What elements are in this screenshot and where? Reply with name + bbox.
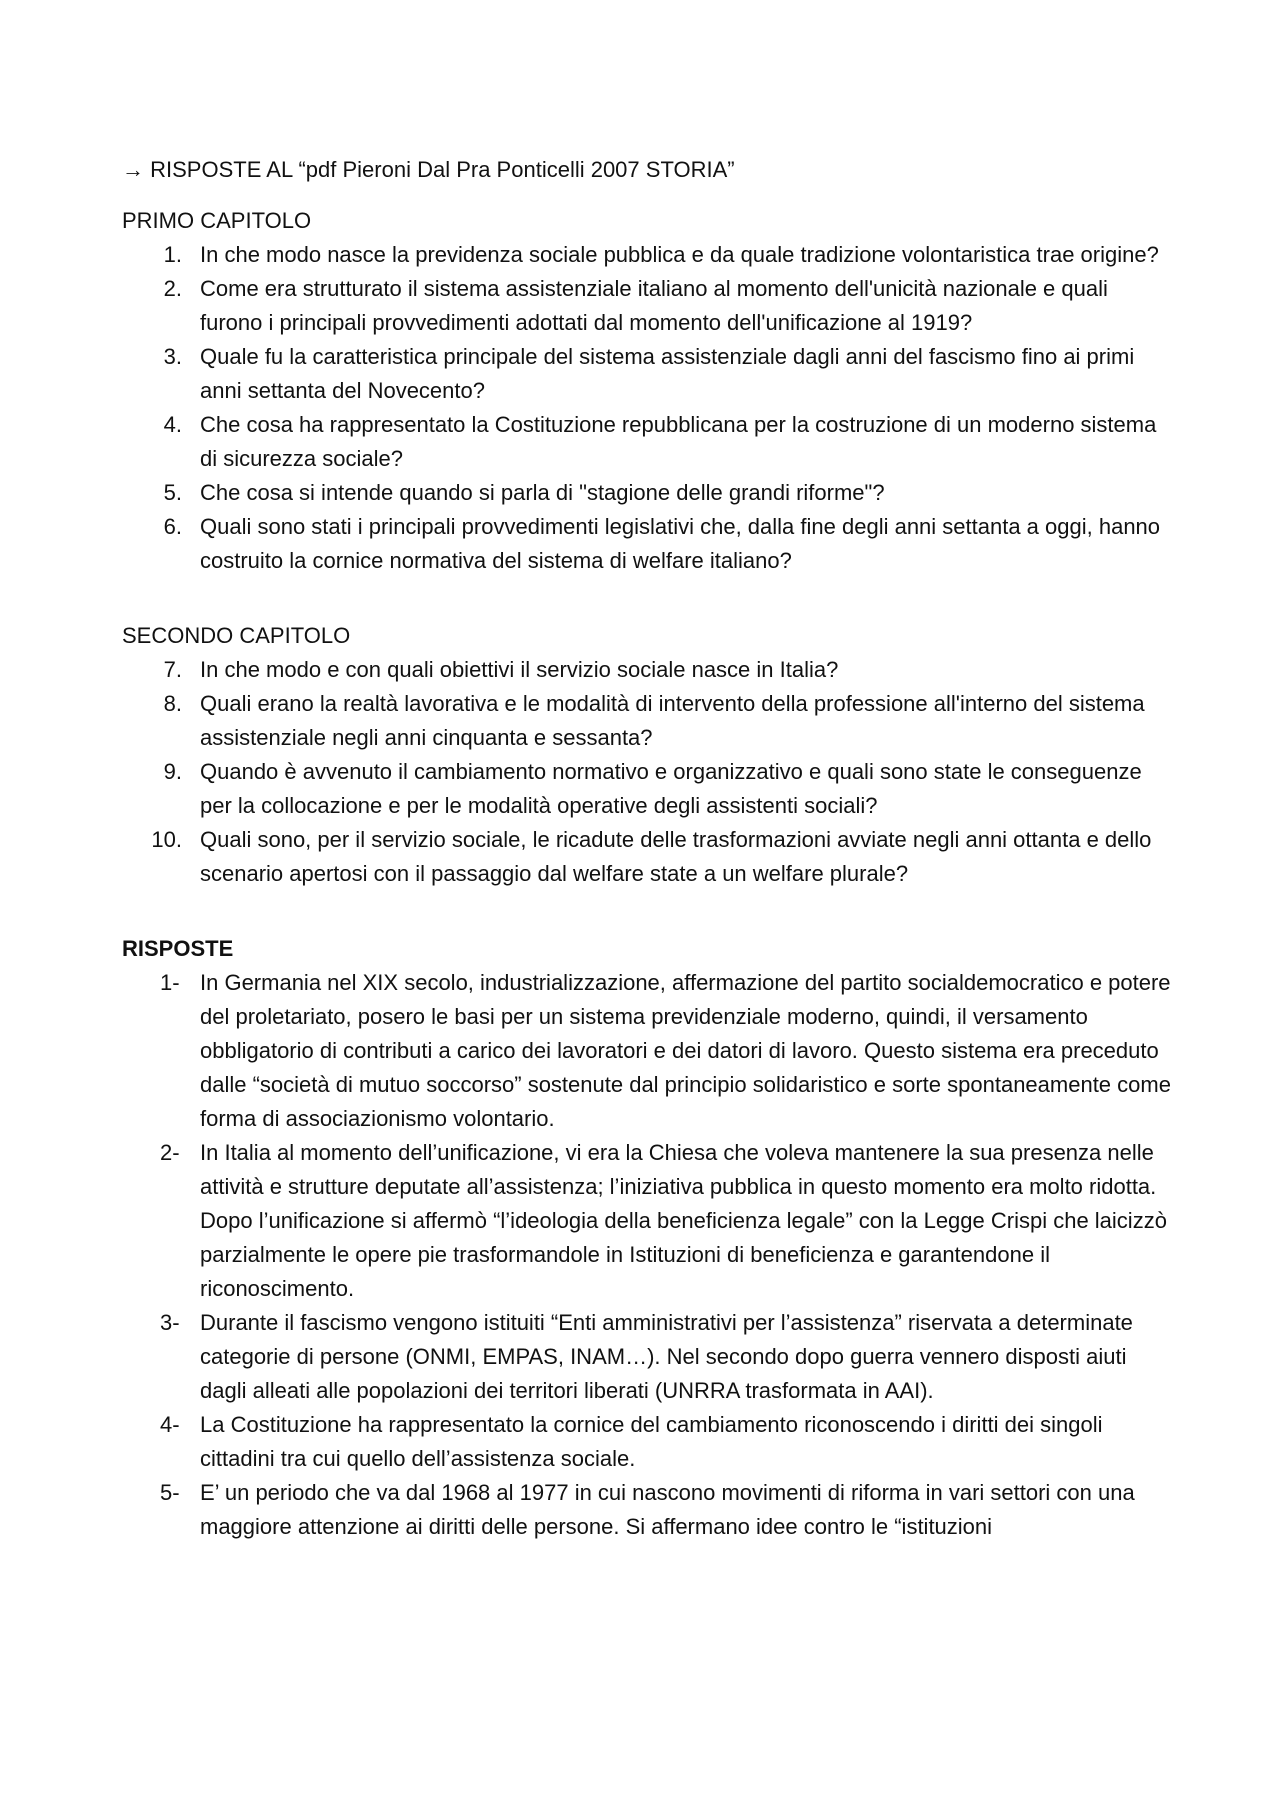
question-item: [122, 755, 1172, 823]
question-text: Quale fu la caratteristica principale del sistema assistenziale dagli anni del fascismo fino ai primi anni settanta del Novecento?: [200, 344, 1135, 403]
answer-list: [122, 966, 1172, 1544]
question-item: [122, 510, 1172, 578]
question-text: Quali erano la realtà lavorativa e le modalità di intervento della professione all'interno del sistema assistenziale negli anni cinquanta e sessanta?: [200, 691, 1145, 750]
answer-item: [122, 1476, 1172, 1544]
question-number: 3.: [163, 344, 182, 369]
section-heading-secondo-capitolo: SECONDO CAPITOLO: [122, 623, 351, 648]
section-heading-primo-capitolo: PRIMO CAPITOLO: [122, 208, 312, 233]
question-number: 9.: [163, 759, 182, 784]
question-number: 10.: [151, 827, 182, 852]
question-number: 7.: [163, 657, 182, 682]
question-item: [122, 408, 1172, 476]
question-text: Quando è avvenuto il cambiamento normativo e organizzativo e quali sono state le conseguenze per la collocazione e per le modalità operative degli assistenti sociali?: [200, 759, 1142, 818]
question-item: [122, 823, 1172, 891]
question-number: 4.: [163, 412, 182, 437]
question-text: Quali sono stati i principali provvedimenti legislativi che, dalla fine degli anni settanta a oggi, hanno costruito la cornice normativa del sistema di welfare italiano?: [200, 514, 1161, 573]
question-number: 5.: [163, 480, 182, 505]
question-text: Quali sono, per il servizio sociale, le ricadute delle trasformazioni avviate negli anni ottanta e dello scenario apertosi con il passaggio dal welfare state a un welfare plurale?: [200, 827, 1152, 886]
question-item: [122, 687, 1172, 755]
question-text: Che cosa ha rappresentato la Costituzione repubblicana per la costruzione di un moderno sistema di sicurezza sociale?: [200, 412, 1157, 471]
answer-item: [122, 1306, 1172, 1408]
answer-number: 2-: [160, 1140, 180, 1165]
question-item: [122, 238, 1172, 272]
answer-item: [122, 1408, 1172, 1476]
answer-item: [122, 1136, 1172, 1306]
answer-number: 3-: [160, 1310, 180, 1335]
answer-text: E’ un periodo che va dal 1968 al 1977 in cui nascono movimenti di riforma in vari settori con una maggiore attenzione ai diritti delle persone. Si affermano idee contro le “istituzioni: [200, 1480, 1135, 1539]
answer-item: [122, 966, 1172, 1136]
document-body: [122, 153, 1172, 1544]
question-text: In che modo nasce la previdenza sociale pubblica e da quale tradizione volontaristica trae origine?: [200, 242, 1159, 267]
question-item: [122, 272, 1172, 340]
question-number: 1.: [163, 242, 182, 267]
question-list-primo-capitolo: [122, 238, 1172, 578]
section-heading-risposte: RISPOSTE: [122, 936, 234, 961]
question-text: Come era strutturato il sistema assistenziale italiano al momento dell'unicità nazionale e quali furono i principali provvedimenti adottati dal momento dell'unificazione al 1919?: [200, 276, 1108, 335]
question-number: 2.: [163, 276, 182, 301]
answer-number: 5-: [160, 1480, 180, 1505]
question-number: 6.: [163, 514, 182, 539]
answer-text: In Italia al momento dell’unificazione, vi era la Chiesa che voleva mantenere la sua presenza nelle attività e strutture deputate all’assistenza; l’iniziativa pubblica in questo momento era molto ridotta. Dopo l’unificazione si affermò “l’ideologia della beneficienza legale” con la Legge Crispi che laicizzò parzialmente le opere pie trasformandole in Istituzioni di beneficienza e garantendone il riconoscimento.: [200, 1140, 1167, 1301]
question-item: [122, 653, 1172, 687]
answer-text: La Costituzione ha rappresentato la cornice del cambiamento riconoscendo i diritti dei singoli cittadini tra cui quello dell’assistenza sociale.: [200, 1412, 1103, 1471]
answer-text: Durante il fascismo vengono istituiti “Enti amministrativi per l’assistenza” riservata a determinate categorie di persone (ONMI, EMPAS, INAM…). Nel secondo dopo guerra vennero disposti aiuti dagli alleati alle popolazioni dei territori liberati (UNRRA trasformata in AAI).: [200, 1310, 1133, 1403]
document-title: [122, 153, 1172, 187]
answer-number: 4-: [160, 1412, 180, 1437]
question-item: [122, 340, 1172, 408]
question-text: Che cosa si intende quando si parla di "stagione delle grandi riforme"?: [200, 480, 885, 505]
document-title-text: RISPOSTE AL “pdf Pieroni Dal Pra Ponticelli 2007 STORIA”: [150, 157, 735, 182]
question-text: In che modo e con quali obiettivi il servizio sociale nasce in Italia?: [200, 657, 839, 682]
answer-text: In Germania nel XIX secolo, industrializzazione, affermazione del partito socialdemocratico e potere del proletariato, posero le basi per un sistema previdenziale moderno, quindi, il versamento obbligatorio di contributi a carico dei lavoratori e dei datori di lavoro. Questo sistema era preceduto dalle “società di mutuo soccorso” sostenute dal principio solidaristico e sorte spontaneamente come forma di associazionismo volontario.: [200, 970, 1171, 1131]
question-number: 8.: [163, 691, 182, 716]
question-item: [122, 476, 1172, 510]
answer-number: 1-: [160, 970, 180, 995]
question-list-secondo-capitolo: [122, 653, 1172, 891]
arrow-icon: →: [122, 157, 144, 182]
